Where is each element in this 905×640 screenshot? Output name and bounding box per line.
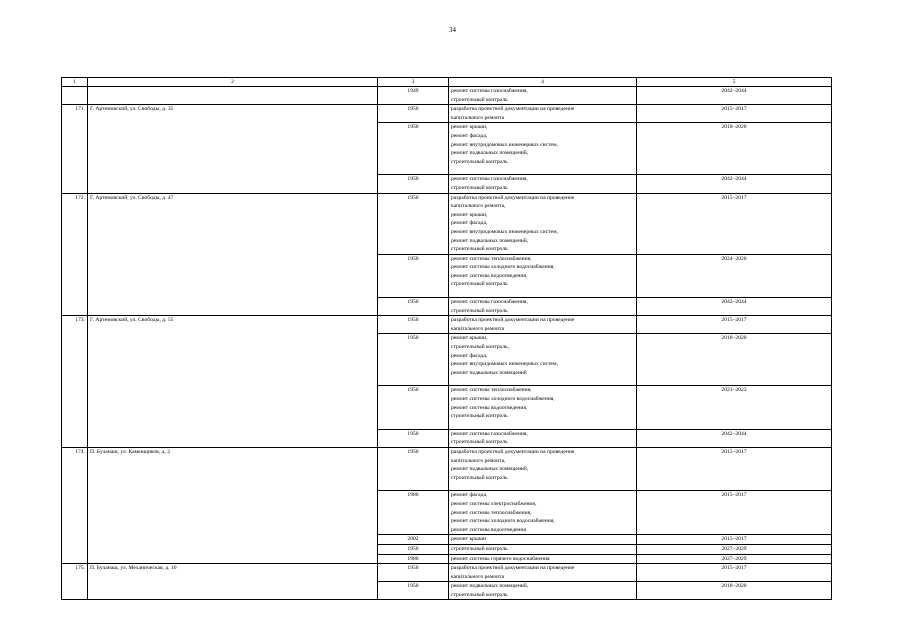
works-cell [449,554,637,564]
work-line: ремонт подвальных помещений, [451,583,529,590]
work-line: строительный контроль [451,96,508,103]
capital-repair-table [61,77,832,600]
period-cell: 2015–2017 [637,316,832,334]
work-line: ремонт системы теплоснабжения, [451,509,532,516]
period-cell: 2015–2017 [637,447,832,490]
period-cell: 2015–2017 [637,564,832,582]
period-cell: 2024–2026 [637,254,832,297]
work-line: разработка проектной документации на проведение [451,194,575,201]
period-cell: 2018–2020 [637,123,832,175]
year-cell: 1950 [378,564,449,582]
address-cell: Г. Артемовский, ул. Свободы, д. 35 [88,105,378,193]
works-cell [449,254,637,297]
address-cell [88,87,378,105]
header-col-4: 4 [449,78,637,87]
year-cell: 1950 [378,298,449,316]
period-cell: 2042–2044 [637,175,832,193]
page-number: 34 [449,26,456,34]
works-cell [449,105,637,123]
work-line: ремонт крыши, [451,124,488,131]
work-line: ремонт крыши, [451,335,488,342]
work-line: разработка проектной документации на проведение [451,448,575,455]
house-number-cell: 171. [62,105,88,193]
period-cell: 2015–2017 [637,491,832,535]
work-line: ремонт внутридомовых инженерных систем, [451,141,558,148]
year-cell: 1950 [378,254,449,297]
table-row [62,564,832,582]
period-cell: 2015–2017 [637,193,832,254]
house-number-cell: 173. [62,316,88,448]
work-line: строительный контроль [451,246,508,253]
period-cell: 2015–2017 [637,105,832,123]
address-cell: Г. Артемовский, ул. Свободы, д. 47 [88,193,378,316]
work-line: строительный контроль [451,307,508,314]
work-line: строительный контроль [451,474,508,481]
work-line: ремонт фасада, [451,220,488,227]
work-line: капитального ремонта, [451,203,506,210]
work-line: строительный контроль [451,545,508,552]
table-row [62,447,832,490]
work-line: ремонт системы горячего водоснабжения [451,555,550,562]
work-line: разработка проектной документации на проведение [451,106,575,113]
period-cell: 2042–2044 [637,429,832,447]
work-line: ремонт системы водоотведения, [451,272,528,279]
works-cell [449,316,637,334]
table-row [62,193,832,254]
year-cell: 1950 [378,123,449,175]
work-line: капитального ремонта [451,114,505,121]
works-cell [449,87,637,105]
work-line: ремонт системы теплоснабжения, [451,387,532,394]
works-cell [449,447,637,490]
work-line: строительный контроль [451,281,508,288]
work-line: строительный контроль [451,158,508,165]
period-cell: 2042–2044 [637,87,832,105]
house-number-cell [62,87,88,105]
works-cell [449,298,637,316]
work-line: ремонт подвальных помещений, [451,237,529,244]
work-line: ремонт системы холодного водоснабжения, [451,518,555,525]
works-cell [449,334,637,386]
year-cell: 1950 [378,582,449,600]
work-line: строительный контроль [451,591,508,598]
year-cell: 1950 [378,193,449,254]
work-line: капитального ремонта [451,325,505,332]
period-cell: 2015–2017 [637,535,832,545]
work-line: ремонт фасада, [451,492,488,499]
work-line: ремонт системы газоснабжения, [451,88,528,94]
work-line: ремонт системы электроснабжения, [451,500,537,507]
period-cell: 2018–2020 [637,582,832,600]
year-cell: 1950 [378,447,449,490]
header-col-3: 3 [378,78,449,87]
works-cell [449,544,637,554]
works-cell [449,491,637,535]
work-line: ремонт внутридомовых инженерных систем, [451,361,558,368]
period-cell: 2042–2044 [637,298,832,316]
house-number-cell: 172. [62,193,88,316]
work-line: ремонт системы водоотведения, [451,404,528,411]
work-line: ремонт системы газоснабжения, [451,299,528,306]
address-cell: П. Буланаш, ул. Каменщиков, д. 2 [88,447,378,563]
work-line: ремонт внутридомовых инженерных систем, [451,228,558,235]
header-col-5: 5 [637,78,832,87]
period-cell: 2018–2020 [637,334,832,386]
house-number-cell: 175. [62,564,88,600]
works-cell [449,429,637,447]
year-cell: 1950 [378,334,449,386]
table-row [62,105,832,123]
year-cell: 1950 [378,386,449,429]
table-row [62,316,832,334]
work-line: строительный контроль [451,413,508,420]
address-cell: Г. Артемовский, ул. Свободы, д. 55 [88,316,378,448]
year-cell: 1986 [378,491,449,535]
year-cell: 1950 [378,105,449,123]
work-line: ремонт подвальных помещений [451,369,527,376]
header-col-1: 1 [62,78,88,87]
works-cell [449,564,637,582]
table-row [62,87,832,105]
work-line: ремонт подвальных помещений, [451,150,529,157]
work-line: ремонт фасада, [451,352,488,359]
house-number-cell: 174. [62,447,88,563]
header-row [62,78,832,87]
work-line: строительный контроль [451,439,508,446]
year-cell: 1986 [378,554,449,564]
year-cell: 1950 [378,544,449,554]
work-line: разработка проектной документации на проведение [451,317,575,324]
year-cell: 1950 [378,175,449,193]
works-cell [449,193,637,254]
work-line: ремонт системы холодного водоснабжения, [451,264,555,271]
period-cell: 2027–2029 [637,554,832,564]
work-line: ремонт крыши, [451,211,488,218]
year-cell: 1949 [378,87,449,105]
work-line: ремонт системы газоснабжения, [451,430,528,437]
works-cell [449,386,637,429]
period-cell: 2027–2029 [637,544,832,554]
work-line: капитального ремонта [451,573,505,580]
work-line: ремонт системы газоснабжения, [451,176,528,183]
header-col-2: 2 [88,78,378,87]
work-line: ремонт системы холодного водоснабжения, [451,396,555,402]
year-cell: 2002 [378,535,449,545]
work-line: ремонт системы теплоснабжения, [451,255,532,262]
work-line: разработка проектной документации на проведение [451,565,575,572]
work-line: ремонт фасада, [451,132,488,139]
work-line: капитального ремонта, [451,457,506,464]
work-line: ремонт подвальных помещений, [451,466,529,473]
works-cell [449,175,637,193]
year-cell: 1950 [378,429,449,447]
work-line: строительный контроль [451,184,508,191]
work-line: ремонт системы водоотведения [451,526,526,533]
works-cell [449,582,637,600]
address-cell: П. Буланаш, ул. Механическая, д. 10 [88,564,378,600]
work-line: ремонт крыши [451,536,487,543]
period-cell: 2021–2023 [637,386,832,429]
work-line: строительный контроль, [451,344,509,351]
works-cell [449,123,637,175]
works-cell [449,535,637,545]
year-cell: 1950 [378,316,449,334]
